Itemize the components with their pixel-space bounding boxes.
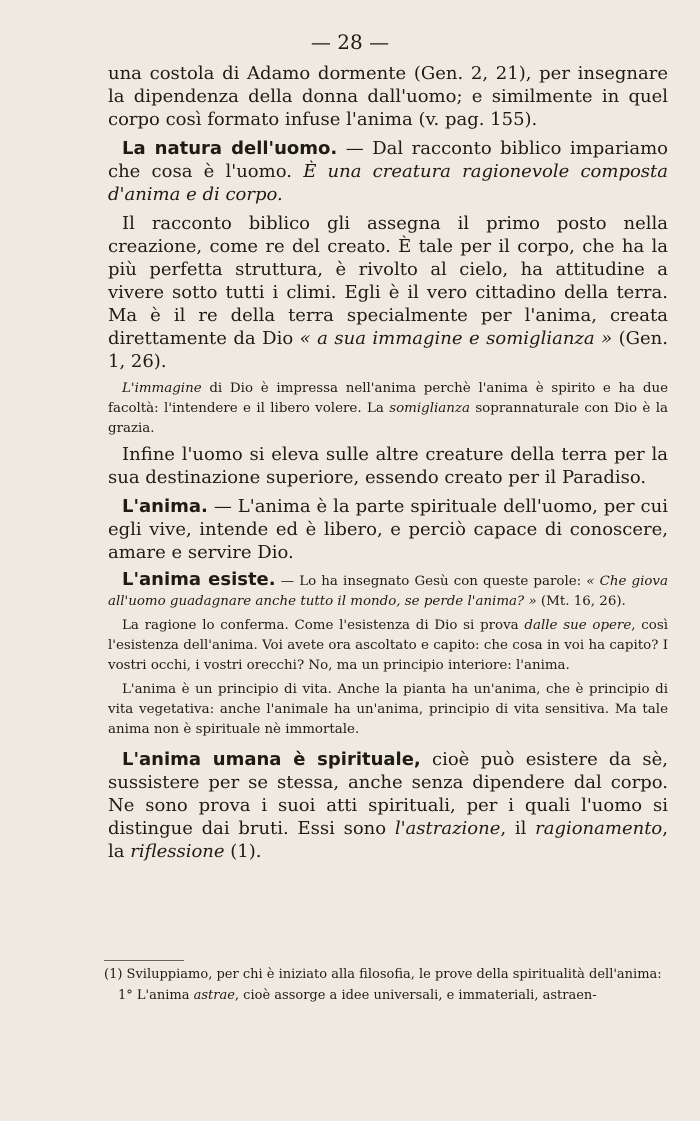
section-heading-anima: L'anima.	[122, 496, 208, 517]
paragraph-natura-uomo	[108, 137, 668, 206]
matteo-ref: (Mt. 16, 26).	[536, 594, 626, 609]
note-immagine-end: soprannaturale con Dio è la grazia.	[108, 401, 668, 436]
section-heading-anima-spirituale: L'anima umana è spirituale,	[122, 749, 421, 770]
spirituale-sep1: , il	[500, 818, 536, 839]
term-astrae: astrae	[193, 988, 235, 1003]
section-heading-natura-uomo: La natura dell'uomo.	[122, 138, 338, 159]
paragraph-anima	[108, 495, 668, 564]
paragraph-anima-spirituale	[108, 748, 668, 863]
note-ragione-end: , così l'esistenza dell'anima. Voi avete ora ascoltato e capito: che cosa in voi ha capito? I vostri occhi, i vostri orecchi? No, ma un principio interiore: l'anima.	[108, 618, 668, 673]
term-astrazione: l'astrazione	[394, 818, 501, 839]
term-somiglianza: somiglianza	[389, 401, 470, 416]
immagine-quote: « a sua immagine e somiglianza »	[299, 328, 613, 349]
paragraph-racconto-biblico	[108, 212, 668, 373]
note-ragione-text: La ragione lo conferma. Come l'esistenza di Dio si prova	[122, 618, 525, 633]
page-number: — 28 —	[310, 30, 390, 54]
term-dalle-sue-opere: dalle sue opere	[524, 618, 632, 633]
paragraph-destinazione: Infine l'uomo si eleva sulle altre creature della terra per la sua destinazione superiore, essendo creato per il Paradiso.	[108, 444, 668, 488]
anima-text: — L'anima è la parte spirituale dell'uomo, per cui egli vive, intende ed è libero, e perciò capace di conoscere, amare e servire Dio.	[108, 496, 668, 563]
footnote-divider	[104, 960, 184, 961]
spirituale-text: cioè può esistere da sè, sussistere per se stessa, anche senza dipendere dal corpo. Ne sono prova i suoi atti spirituali, per i quali l'uomo si distingue dai bruti. Essi sono	[108, 749, 669, 839]
term-immagine: L'immagine	[122, 381, 202, 396]
footnote-point-1-text: , cioè assorge a idee universali, e immateriali, astraen-	[234, 988, 597, 1003]
term-riflessione: riflessione	[130, 841, 225, 862]
note-principio-vita: L'anima è un principio di vita. Anche la pianta ha un'anima, che è principio di vita vegetativa: anche l'animale ha un'anima, principio di vita sensitiva. Ma tale anima non è spirituale nè immortale.	[108, 682, 668, 737]
note-immagine-text: di Dio è impressa nell'anima perchè l'anima è spirito e ha due facoltà: l'intendere e il libero volere. La	[108, 381, 668, 416]
section-heading-anima-esiste: L'anima esiste.	[122, 569, 276, 590]
natura-lead: — Dal racconto biblico impariamo che cosa è l'uomo.	[108, 138, 668, 182]
footnote-ref: (1).	[224, 841, 262, 862]
footnote-point-1: 1° L'anima	[118, 988, 194, 1003]
page-body	[108, 62, 668, 869]
spirituale-sep2: , la	[108, 818, 669, 862]
footnotes	[104, 966, 670, 1008]
genesi-ref: (Gen. 1, 26).	[108, 328, 668, 372]
definizione-uomo: È una creatura ragionevole composta d'anima e di corpo.	[108, 161, 668, 205]
gesu-quote: « Che giova all'uomo guadagnare anche tutto il mondo, se perde l'anima? »	[108, 574, 668, 609]
racconto-text: Il racconto biblico gli assegna il primo posto nella creazione, come re del creato. È tale per il corpo, che ha la più perfetta struttura, è rivolto al cielo, ha attitudine a vivere sotto tutti i climi. Egli è il vero cittadino della terra. Ma è il re della terra specialmente per l'anima, creata direttamente da Dio	[108, 213, 668, 349]
esiste-lead: — Lo ha insegnato Gesù con queste parole:	[275, 574, 587, 589]
term-ragionamento: ragionamento	[535, 818, 663, 839]
footnote-1: (1) Sviluppiamo, per chi è iniziato alla filosofia, le prove della spiritualità dell'anima:	[104, 967, 662, 982]
note-ragione	[108, 616, 668, 676]
paragraph-adamo: una costola di Adamo dormente (Gen. 2, 21), per insegnare la dipendenza della donna dall'uomo; e similmente in quel corpo così formato infuse l'anima (v. pag. 155).	[108, 63, 668, 130]
footnote-1-continued	[104, 987, 670, 1004]
note-immagine	[108, 379, 668, 439]
paragraph-anima-esiste	[108, 570, 668, 612]
